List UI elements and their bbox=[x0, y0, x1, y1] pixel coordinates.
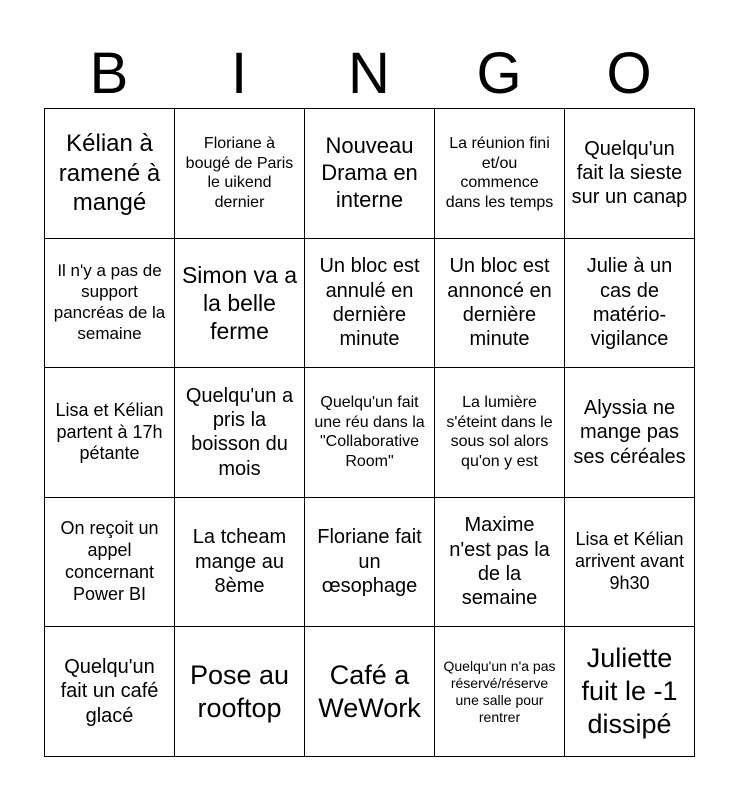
header-letter-g: G bbox=[476, 41, 522, 106]
header-letter-b: B bbox=[89, 41, 129, 106]
bingo-cell[interactable]: Un bloc est annoncé en dernière minute bbox=[435, 238, 565, 368]
grid-row bbox=[45, 497, 695, 627]
grid-row bbox=[45, 238, 695, 368]
bingo-grid bbox=[44, 108, 695, 757]
bingo-cell[interactable]: Café a WeWork bbox=[305, 627, 435, 757]
bingo-cell[interactable]: Floriane à bougé de Paris le uikend dernier bbox=[175, 109, 305, 239]
bingo-cell[interactable]: Pose au rooftop bbox=[175, 627, 305, 757]
bingo-cell[interactable]: Julie à un cas de matério-vigilance bbox=[565, 238, 695, 368]
bingo-cell[interactable]: Alyssia ne mange pas ses céréales bbox=[565, 368, 695, 498]
bingo-cell[interactable]: Simon va a la belle ferme bbox=[175, 238, 305, 368]
bingo-cell[interactable]: Quelqu'un fait un café glacé bbox=[45, 627, 175, 757]
bingo-cell[interactable]: Lisa et Kélian arrivent avant 9h30 bbox=[565, 497, 695, 627]
bingo-header bbox=[44, 40, 694, 108]
grid-row bbox=[45, 627, 695, 757]
bingo-cell[interactable]: Maxime n'est pas la de la semaine bbox=[435, 497, 565, 627]
bingo-cell[interactable]: Lisa et Kélian partent à 17h pétante bbox=[45, 368, 175, 498]
bingo-cell[interactable]: Quelqu'un a pris la boisson du mois bbox=[175, 368, 305, 498]
bingo-cell[interactable]: Nouveau Drama en interne bbox=[305, 109, 435, 239]
bingo-cell[interactable]: Un bloc est annulé en dernière minute bbox=[305, 238, 435, 368]
bingo-cell[interactable]: Quelqu'un fait la sieste sur un canap bbox=[565, 109, 695, 239]
bingo-cell[interactable]: Floriane fait un œsophage bbox=[305, 497, 435, 627]
bingo-cell[interactable]: Quelqu'un n'a pas réservé/réserve une salle pour rentrer bbox=[435, 627, 565, 757]
bingo-cell[interactable]: La tcheam mange au 8ème bbox=[175, 497, 305, 627]
header-letter-o: O bbox=[606, 41, 652, 106]
grid-row bbox=[45, 109, 695, 239]
bingo-cell[interactable]: Juliette fuit le -1 dissipé bbox=[565, 627, 695, 757]
bingo-cell[interactable]: Quelqu'un fait une réu dans la "Collaborative Room" bbox=[305, 368, 435, 498]
bingo-cell[interactable]: On reçoit un appel concernant Power BI bbox=[45, 497, 175, 627]
header-letter-n: N bbox=[348, 41, 390, 106]
bingo-cell[interactable]: La lumière s'éteint dans le sous sol alors qu'on y est bbox=[435, 368, 565, 498]
bingo-cell[interactable]: Kélian à ramené à mangé bbox=[45, 109, 175, 239]
header-letter-i: I bbox=[230, 41, 248, 106]
bingo-cell[interactable]: La réunion fini et/ou commence dans les temps bbox=[435, 109, 565, 239]
grid-row bbox=[45, 368, 695, 498]
bingo-cell[interactable]: Il n'y a pas de support pancréas de la semaine bbox=[45, 238, 175, 368]
